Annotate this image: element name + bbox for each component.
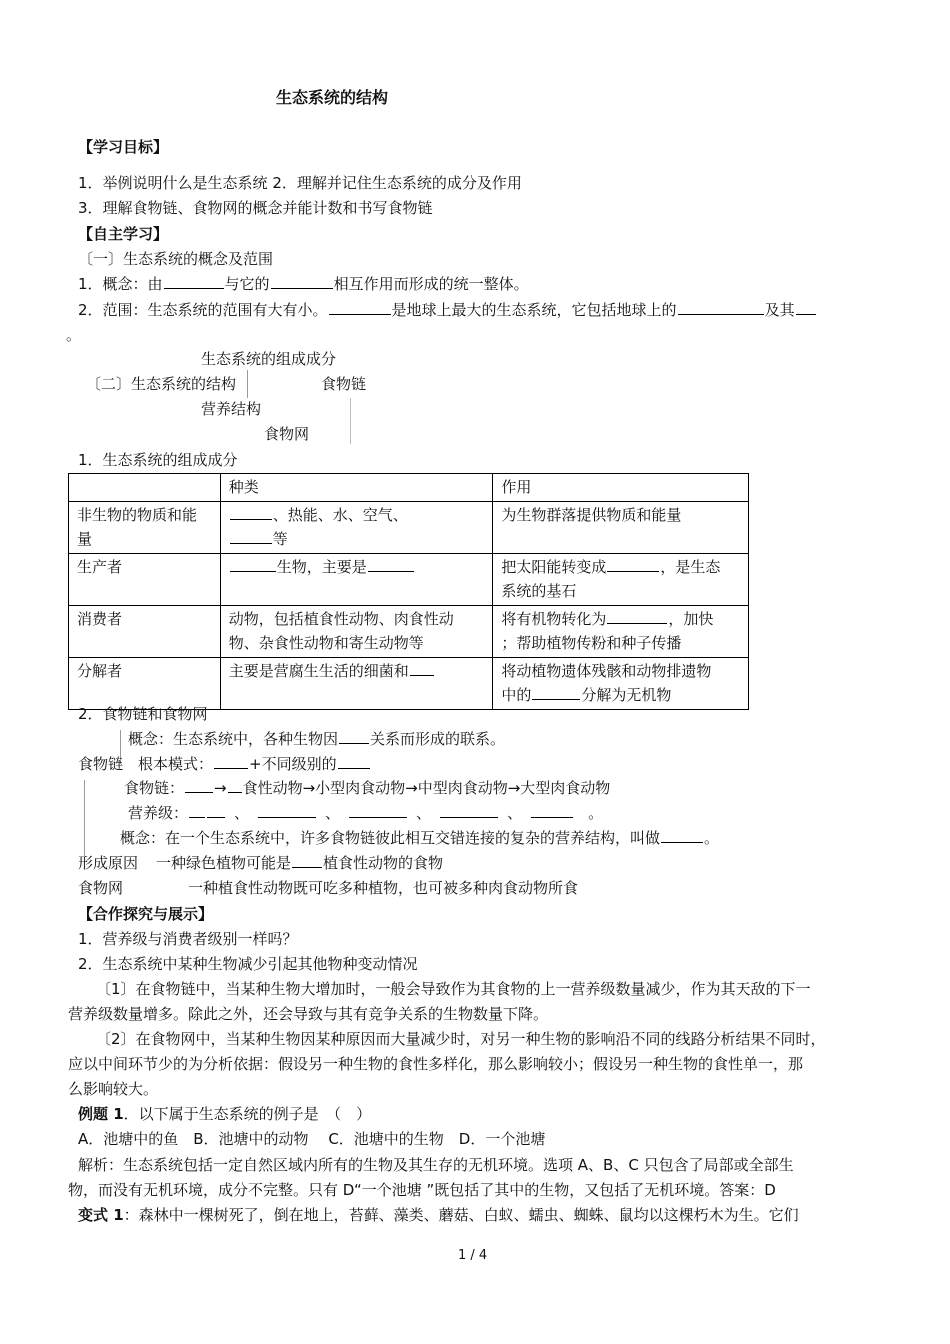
page-number: 1 / 4 (458, 1248, 488, 1263)
blank (230, 505, 272, 520)
blank (607, 557, 659, 572)
table-cell: 分解者 (69, 658, 221, 710)
blank (368, 557, 414, 572)
components-table (68, 473, 749, 710)
blank (532, 685, 580, 700)
example-options: A．池塘中的鱼 B．池塘中的动物 C．池塘中的生物 D．一个池塘 (78, 1130, 546, 1148)
blank (228, 778, 242, 793)
blank (164, 274, 224, 289)
cause-line-2: 一种植食性动物既可吃多种植物，也可被多种肉食动物所食 (188, 879, 579, 897)
example-analysis: 解析：生态系统包括一定自然区域内所有的生物及其生存的无机环境。选项 A、B、C 只包含了局部或全部生 (78, 1156, 794, 1174)
coop-paragraph-2: 〔2〕在食物网中，当某种生物因某种原因而大量减少时，对另一种生物的影响沿不同的线路分析结果不同时， (96, 1030, 826, 1048)
food-chain-mode: 根本模式： +不同级别的 (138, 754, 371, 774)
blank (230, 529, 272, 544)
objective-line-2: 3．理解食物链、食物网的概念并能计数和书写食物链 (78, 199, 433, 217)
coop-question-2: 2．生态系统中某种生物减少引起其他物种变动情况 (78, 955, 418, 973)
table-cell: 非生物的物质和能 量 (69, 502, 221, 554)
coop-paragraph-1: 营养级数量增多。除此之外，还会导致与其有竞争关系的生物数量下降。 (68, 1005, 549, 1023)
table-row (69, 502, 749, 554)
food-section-title: 2．食物链和食物网 (78, 705, 208, 723)
blank (189, 803, 205, 818)
table-cell: 为生物群落提供物质和能量 (493, 502, 749, 554)
table-row (69, 658, 749, 710)
page-title: 生态系统的结构 (276, 88, 389, 107)
blank (185, 778, 213, 793)
outline-brace (84, 780, 85, 856)
blank (796, 300, 816, 315)
objectives-header: 【学习目标】 (78, 138, 169, 156)
example-analysis: 物，而没有无机环境，成分不完整。只有 D“一个池塘 ”既包括了其中的生物，又包括了无机环境。答案：D (68, 1181, 776, 1199)
outline-brace (247, 370, 248, 398)
food-web-label: 食物网 (78, 879, 124, 897)
structure-item-trophic: 营养结构 (201, 400, 262, 418)
blank (207, 803, 225, 818)
blank (440, 803, 498, 818)
cause-line-1: 一种绿色植物可能是 植食性动物的食物 (156, 854, 444, 872)
table-cell: 消费者 (69, 606, 221, 658)
table-cell: 动物，包括植食性动物、肉食性动 物、杂食性动物和寄生动物等 (220, 606, 493, 658)
table-row (69, 606, 749, 658)
table-cell: 、热能、水、空气、 等 (220, 502, 493, 554)
outline-brace (350, 398, 351, 444)
blank (271, 274, 333, 289)
blank (338, 754, 370, 769)
table-header (69, 474, 221, 502)
blank (410, 661, 434, 676)
objective-line-1: 1．举例说明什么是生态系统 2．理解并记住生态系统的成分及作用 (78, 174, 522, 192)
blank (349, 803, 407, 818)
food-chain-concept: 概念：生态系统中，各种生物因 关系而形成的联系。 (128, 730, 506, 748)
blank (678, 300, 764, 315)
blank (339, 729, 369, 744)
food-web-concept: 概念：在一个生态系统中，许多食物链彼此相互交错连接的复杂的营养结构，叫做 。 (120, 829, 720, 847)
table-header: 种类 (220, 474, 493, 502)
table-cell: 生产者 (69, 554, 221, 606)
structure-item-food-web: 食物网 (264, 425, 310, 443)
table-title: 1．生态系统的组成成分 (78, 451, 238, 469)
self-study-header: 【自主学习】 (78, 225, 169, 243)
cause-label: 形成原因 (78, 854, 139, 872)
table-cell: 主要是营腐生生活的细菌和 (220, 658, 493, 710)
table-header: 作用 (493, 474, 749, 502)
coop-question-1: 1．营养级与消费者级别一样吗？ (78, 930, 298, 948)
blank (258, 803, 316, 818)
table-cell: 将有机物转化为 ，加快 ；帮助植物传粉和种子传播 (493, 606, 749, 658)
blank (531, 803, 573, 818)
blank (214, 754, 248, 769)
blank (661, 828, 703, 843)
blank (230, 557, 276, 572)
blank (329, 300, 391, 315)
concept-line: 1．概念：由 与它的 相互作用而形成的统一整体。 (78, 275, 529, 293)
table-row (69, 554, 749, 606)
range-line: 2．范围：生态系统的范围有大有小。 是地球上最大的生态系统，它包括地球上的 及其 (78, 300, 817, 320)
section-1-heading: 〔一〕生态系统的概念及范围 (78, 250, 274, 268)
coop-paragraph-1: 〔1〕在食物链中，当某种生物大增加时，一般会导致作为其食物的上一营养级数量减少，作为其天敌的下一 (96, 980, 811, 998)
coop-header: 【合作探究与展示】 (78, 905, 214, 923)
structure-item-composition: 生态系统的组成成分 (201, 350, 337, 368)
blank (292, 853, 322, 868)
example-question: 例题 1．以下属于生态系统的例子是 （ ） (78, 1105, 372, 1123)
section-2-heading: 〔二〕生态系统的结构 (86, 375, 237, 393)
coop-paragraph-2: 应以中间环节少的为分析依据：假设另一种生物的食性多样化，那么影响较小；假设另一种生物的食性单一，那 (68, 1055, 804, 1073)
structure-item-food-chain: 食物链 (321, 375, 367, 393)
table-header-row (69, 474, 749, 502)
coop-paragraph-2: 么影响较大。 (68, 1080, 159, 1098)
range-line-end: 。 (66, 326, 82, 344)
blank (607, 609, 667, 624)
trophic-levels: 营养级： 、 、 、 、 。 (128, 804, 604, 822)
food-chain-label: 食物链 (78, 755, 124, 773)
table-cell: 把太阳能转变成 ，是生态 系统的基石 (493, 554, 749, 606)
variant-question: 变式 1：森林中一棵树死了，倒在地上，苔藓、藻类、蘑菇、白蚁、蠕虫、蜘蛛、鼠均以这棵朽木为生。它们 (78, 1206, 799, 1224)
table-cell: 将动植物遗体残骸和动物排遗物 中的 分解为无机物 (493, 658, 749, 710)
food-chain-example: 食物链： → 食性动物→小型肉食动物→中型肉食动物→大型肉食动物 (124, 779, 611, 797)
table-cell: 生物，主要是 (220, 554, 493, 606)
